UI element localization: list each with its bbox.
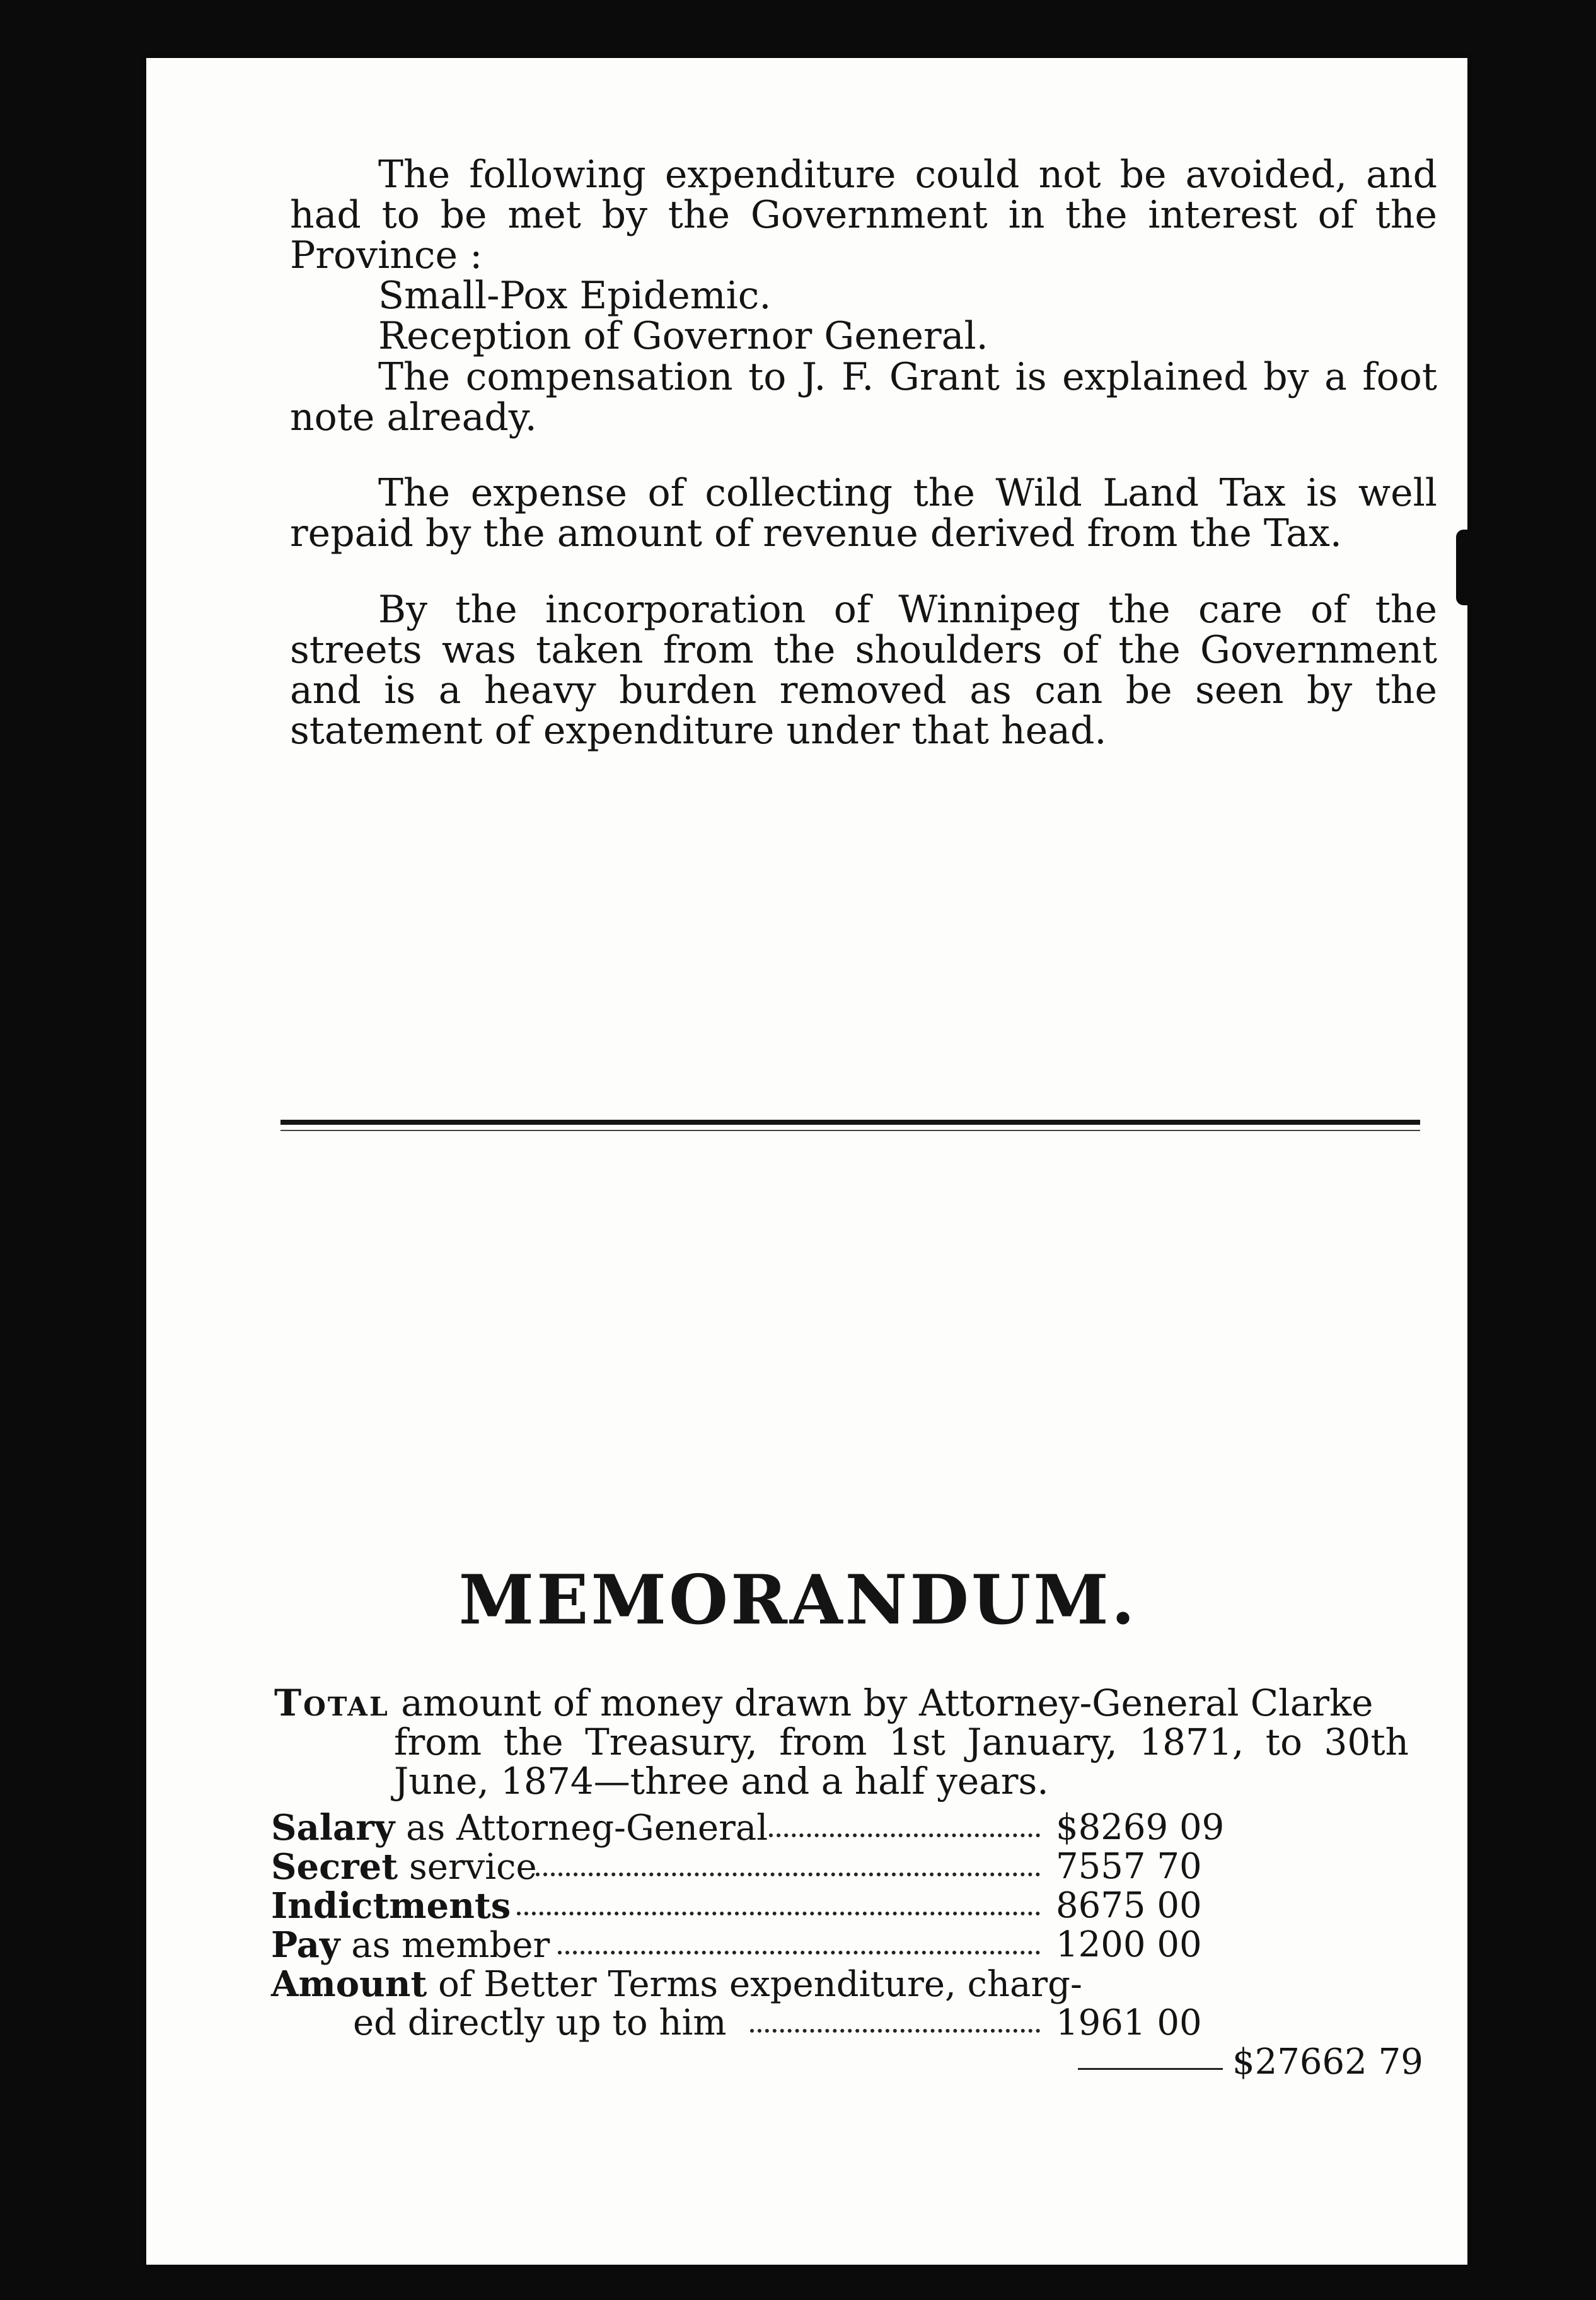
memorandum-intro — [274, 1683, 1409, 1801]
row-key: Secret — [271, 1846, 398, 1888]
memorandum-title: MEMORANDUM. — [458, 1560, 1138, 1640]
list-item-smallpox: Small-Pox Epidemic. — [378, 274, 772, 318]
row-amount: 1961 00 — [1056, 2002, 1202, 2043]
paragraph-text: The following expenditure could not be avoided, and had to be met by the Government in the interest of the Province : — [290, 153, 1437, 277]
divider-rule-thin — [280, 1130, 1420, 1131]
row-key: Pay — [271, 1924, 340, 1966]
ledger-row-better-terms-cont — [271, 2004, 1431, 2043]
paragraph-compensation: The compensation to J. F. Grant is explained by a foot note already. — [290, 355, 1437, 439]
divider-rule — [280, 1120, 1420, 1125]
row-label: as Attorneg-General — [395, 1808, 768, 1849]
intro-text: amount of money drawn by Attorney-General Clarke — [401, 1681, 1373, 1724]
total-amount: $27662 79 — [1232, 2042, 1423, 2082]
row-amount: 8675 00 — [1056, 1885, 1202, 1926]
row-label-continuation: ed directly up to him — [353, 2002, 727, 2043]
ledger-total-row — [271, 2043, 1431, 2087]
row-amount: 7557 70 — [1056, 1846, 1202, 1887]
ledger-row-secret-service — [271, 1847, 1431, 1886]
row-key: Indictments — [271, 1885, 511, 1927]
row-amount: 1200 00 — [1056, 1924, 1202, 1965]
paragraph-wild-land-tax: The expense of collecting the Wild Land Tax is well repaid by the amount of revenue derived from the Tax. — [290, 471, 1437, 555]
dot-leader — [536, 1873, 1040, 1876]
ledger-row-salary — [271, 1808, 1431, 1847]
paragraph-unavoidable-expenditure — [290, 154, 1437, 356]
row-key: Salary — [271, 1807, 395, 1849]
dot-leader — [517, 1912, 1040, 1915]
intro-lead-word: Total — [274, 1681, 390, 1724]
expenditure-ledger — [271, 1808, 1431, 2087]
dot-leader — [769, 1833, 1040, 1837]
row-label: of Better Terms expenditure, charg- — [427, 1964, 1082, 2005]
intro-continuation: from the Treasury, from 1st January, 1871, to 30th June, 1874—three and a half years. — [394, 1721, 1409, 1803]
total-dash — [1078, 2068, 1223, 2070]
row-label: service — [398, 1847, 537, 1888]
ledger-row-indictments — [271, 1886, 1431, 1925]
ledger-row-better-terms — [271, 1965, 1431, 2004]
row-label: as member — [340, 1925, 550, 1966]
ledger-row-pay-member — [271, 1925, 1431, 1965]
dot-leader — [750, 2029, 1040, 2033]
row-amount: $8269 09 — [1056, 1807, 1225, 1848]
dot-leader — [558, 1951, 1040, 1954]
page-edge-tear — [1456, 530, 1475, 605]
row-key: Amount — [271, 1963, 427, 2005]
paragraph-winnipeg: By the incorporation of Winnipeg the care of the streets was taken from the shoulders of the Government and is a heavy burden removed as can be seen by the statement of expenditure under that head. — [290, 588, 1437, 753]
list-item-reception: Reception of Governor General. — [378, 314, 988, 358]
